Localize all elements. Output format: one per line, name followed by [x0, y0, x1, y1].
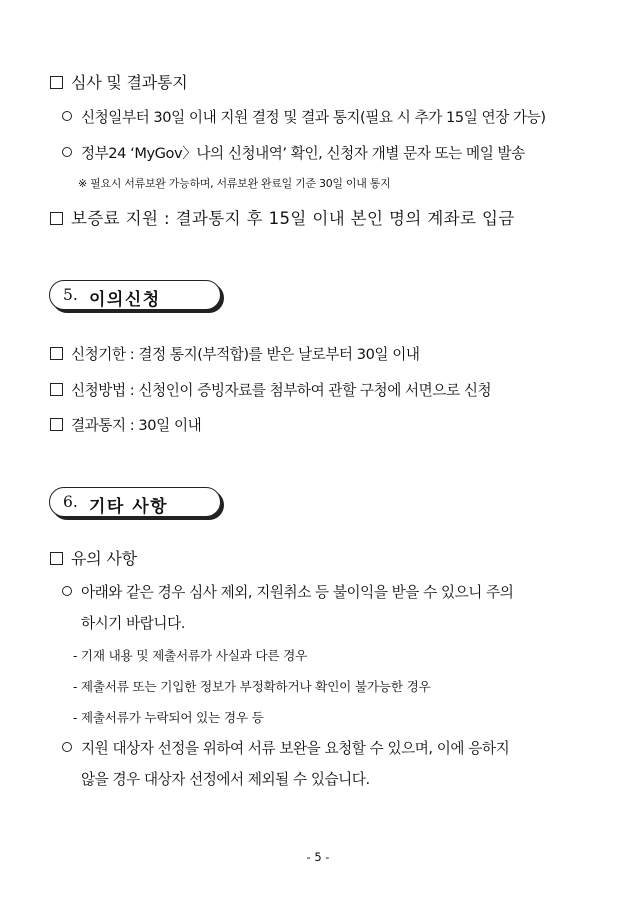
square-bullet-icon [50, 383, 63, 396]
section-6-number: 6. [63, 493, 78, 511]
square-bullet-icon [50, 552, 63, 565]
section-5-item-3: 결과통지 : 30일 이내 [50, 414, 201, 435]
review-item-1: 신청일부터 30일 이내 지원 결정 및 결과 통지(필요 시 추가 15일 연장 가능) [62, 106, 546, 127]
square-bullet-icon [50, 418, 63, 431]
notice-dash-item-2: - 제출서류 또는 기입한 정보가 부정확하거나 확인이 불가능한 경우 [73, 679, 431, 694]
notice-item-2-line-1: 지원 대상자 선정을 위하여 서류 보완을 요청할 수 있으며, 이에 응하지 [62, 737, 509, 758]
circle-bullet-icon [62, 586, 72, 596]
deposit-heading: 보증료 지원 : 결과통지 후 15일 이내 본인 명의 계좌로 입금 [50, 205, 515, 229]
notice-dash-item-1: - 기재 내용 및 제출서류가 사실과 다른 경우 [73, 648, 308, 663]
section-5-item-1: 신청기한 : 결정 통지(부적합)를 받은 날로부터 30일 이내 [50, 343, 420, 364]
notice-item-2-line-2: 않을 경우 대상자 선정에서 제외될 수 있습니다. [81, 771, 370, 788]
review-item-2: 정부24 ‘MyGov〉나의 신청내역’ 확인, 신청자 개별 문자 또는 메일 발송 [62, 142, 525, 163]
square-bullet-icon [50, 347, 63, 360]
notice-heading: 유의 사항 [50, 546, 137, 569]
section-5-title: 이의신청 [89, 290, 161, 310]
review-heading: 심사 및 결과통지 [50, 70, 188, 93]
review-note: ※ 필요시 서류보완 가능하며, 서류보완 완료일 기준 30일 이내 통지 [78, 177, 391, 190]
section-6-title: 기타 사항 [89, 497, 169, 517]
notice-item-1-line-1: 아래와 같은 경우 심사 제외, 지원취소 등 불이익을 받을 수 있으니 주의 [62, 581, 513, 602]
section-6-header [49, 487, 225, 521]
section-5-header [49, 280, 225, 314]
square-bullet-icon [50, 212, 63, 225]
notice-dash-item-3: - 제출서류가 누락되어 있는 경우 등 [73, 710, 264, 725]
notice-item-1-line-2: 하시기 바랍니다. [81, 615, 185, 632]
section-5-number: 5. [63, 286, 78, 304]
page-number: - 5 - [306, 850, 330, 864]
circle-bullet-icon [62, 147, 72, 157]
circle-bullet-icon [62, 742, 72, 752]
section-5-item-2: 신청방법 : 신청인이 증빙자료를 첨부하여 관할 구청에 서면으로 신청 [50, 379, 491, 400]
circle-bullet-icon [62, 111, 72, 121]
square-bullet-icon [50, 76, 63, 89]
